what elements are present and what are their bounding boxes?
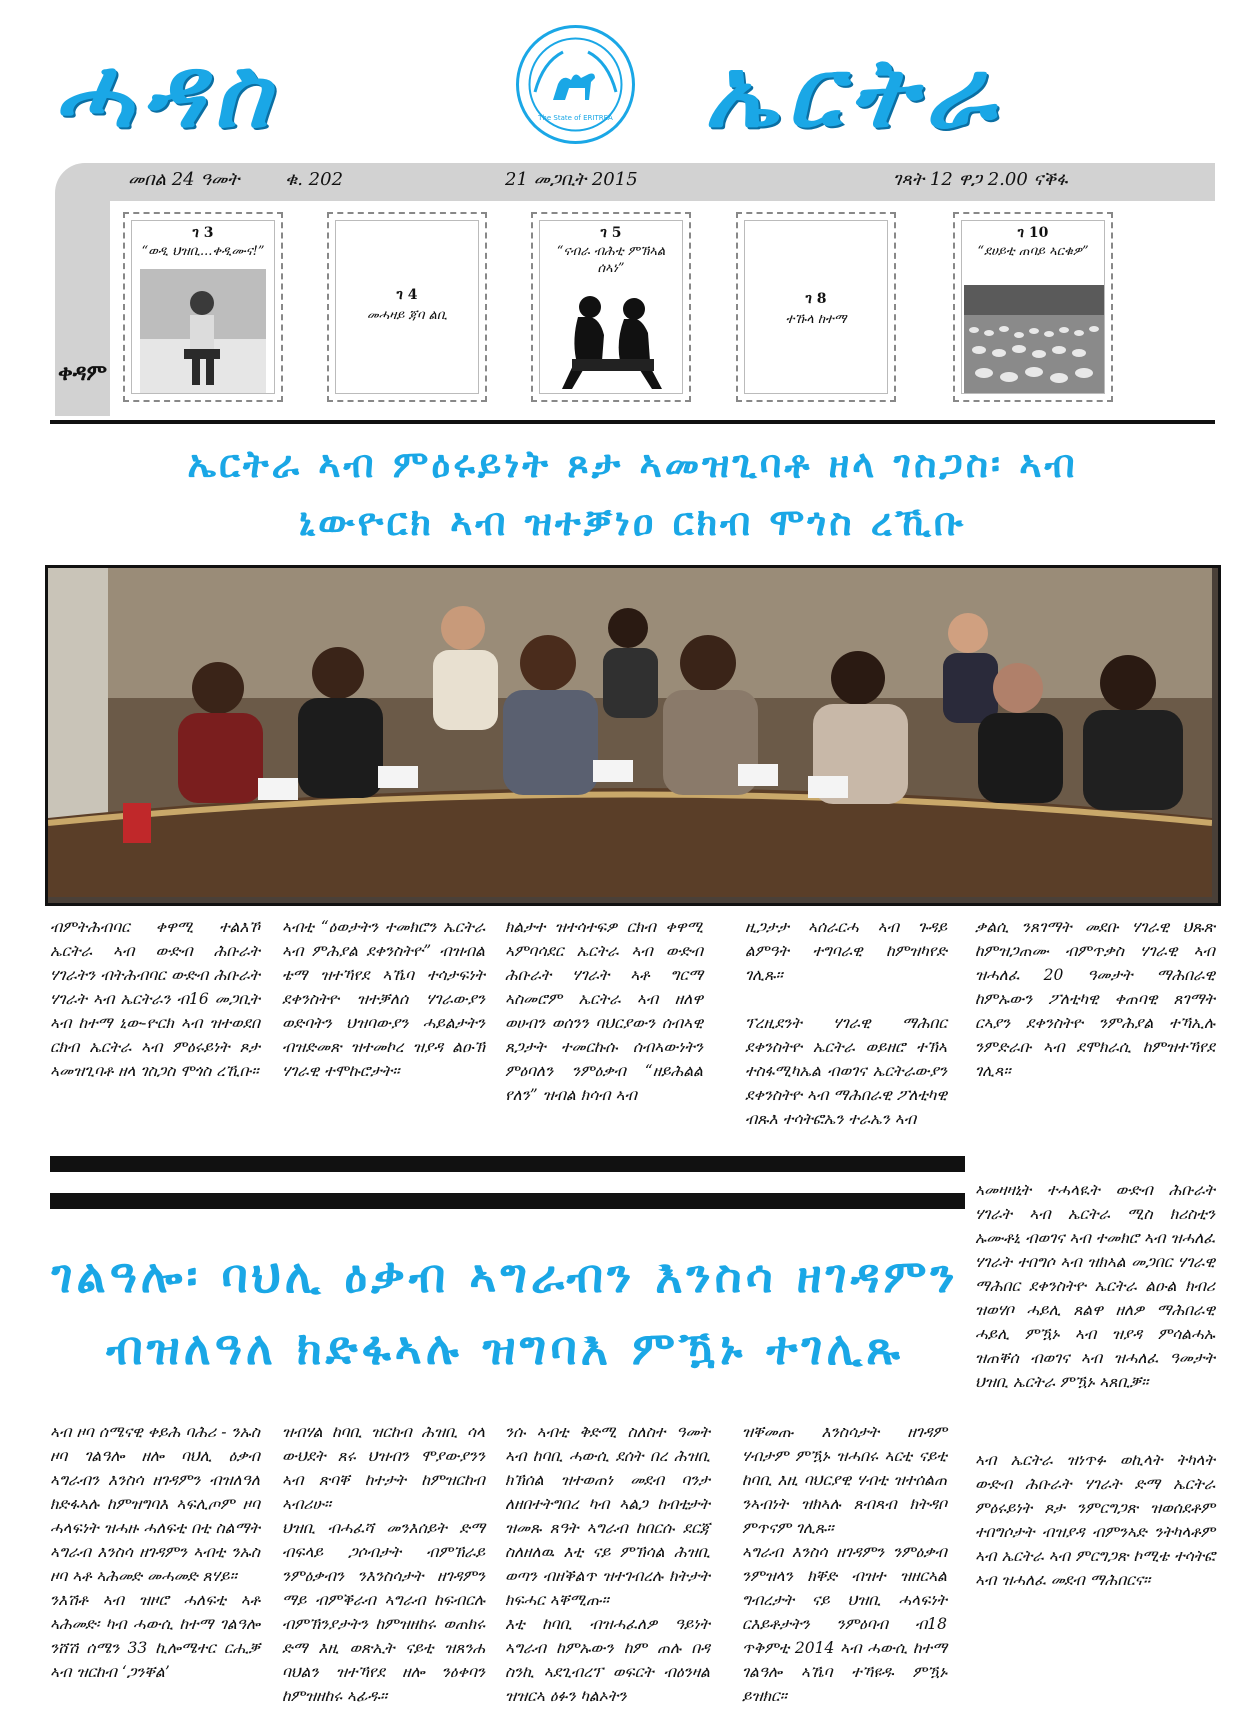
story1-column-6: ኣመዛዛኒት ተሓላዪት ውድብ ሕቡራት ሃገራት ኣብ ኤርትራ ሚስ ክሪስቲን ኡሙቶኒ ብወገና ኣብ ተመክሮ ኣብ ዝሓለፈ ሃገራት ተበግሶ ኣብ ዝክኣል መጋበር ሃገራዊ ማሕበር ደቀንስትዮ ኤርትራ ልዑል ክብሪ ዝወሃቦ ሓይሊ ጸልዋ ዘለዎ ማሕበራዊ ሓይሊ ምዃኑ ኣብ ዝያዳ ምሳልሓኡ ዝጠቐሰ ብወገና ኣብ ዝሓለፈ ዓመታት ህዝቢ ኤርትራ ምዃኑ ኣጸቢቓ።	[975, 1181, 1215, 1391]
teaser-title: “ናብራ ብሕቲ ምኽኣል ሰኣነ”	[556, 244, 666, 276]
volume-label: መበል 24 ዓመት	[128, 169, 240, 190]
story2-headline-line1: ገልዓሎ፡ ባህሊ ዕቃብ ኣግራብን እንስሳ ዘገዳምን	[51, 1249, 959, 1303]
masthead-title-right: ኤርትራ	[705, 36, 1005, 149]
teaser-page-number: ገ 5	[600, 225, 622, 241]
story2-headline	[50, 1240, 960, 1384]
section-divider-bar	[50, 1193, 965, 1209]
teaser-page-10[interactable]	[953, 212, 1113, 402]
masthead-title-left: ሓዳስ	[55, 36, 280, 149]
pages-price: ገጻት 12 ዋጋ 2.00 ናቕፋ	[893, 169, 1068, 190]
teaser-title: “ወዲ ህዝቢ...ቀዲሙና!”	[141, 244, 265, 259]
meeting-photo	[45, 565, 1221, 906]
section-divider-bar	[50, 1156, 965, 1172]
patient-photo-icon	[140, 269, 266, 393]
story1-column-3: ክልታተ ዝተሳተፍዎ ርክብ ቀዋሚ ኣምባሳደር ኤርትራ ኣብ ውድብ ሕቡራት ሃገራት ኣቶ ግርማ ኣስመሮም ኤርትራ ኣብ ዘለዋ ወሀብን ወሰንን ባህርያውን ሰብኣዊ ጸጋታት ተመርኩሱ ሰብኣውነትን ምዕባለን ንምዕቃብ “ዘይሕልል የለን” ዝብል ክሳብ ኣብ	[505, 918, 703, 1104]
story2-headline-line2: ብዝለዓለ ክድፋኣሉ ዝግባእ ምዃኑ ተገሊጹ	[106, 1321, 904, 1375]
conference-room-photo-icon	[48, 568, 1212, 897]
story1-headline-line1: ኤርትራ ኣብ ምዕሩይነት ጾታ ኣመዝጊባቶ ዘላ ገስጋስ፡ ኣብ	[187, 441, 1078, 486]
story1-column-1: ብምትሕብባር ቀዋሚ ተልእኾ ኤርትራ ኣብ ውድብ ሕቡራት ሃገራትን ብትሕብባር ውድብ ሕቡራት ሃገራት ኣብ ኤርትራን ብ16 መጋቢት ኣብ ከተማ ኒው-ዮርክ ኣብ ዝተወደበ ርክብ ኤርትራ ኣብ ምዕሩይነት ጾታ ኣመዝጊባቶ ዘላ ገስጋስ ሞጎስ ረኺቡ።	[50, 918, 260, 1080]
issue-date: 21 መጋቢት 2015	[505, 169, 638, 190]
story1-headline-line2: ኒውዮርክ ኣብ ዝተቓነዐ ርክብ ሞጎስ ረኺቡ	[298, 499, 967, 544]
teaser-page-number: ገ 10	[1017, 225, 1049, 241]
teaser-page-number: ገ 4	[396, 287, 418, 303]
masthead	[45, 8, 1220, 158]
story2-column-3: ንሱ ኣብቲ ቅድሚ ስለስተ ዓመት ኣብ ከባቢ ሓውሲ ደሰት በረ ሕዝቢ ክኽሰል ዝተወጠነ መደብ ባንታ ለዘበተትግበረ ካብ ኣልጋ ከብቲታት ዝመጹ ጸዓት ኣግራብ ከበርሱ ደርጃ ስለዘለዉ እቲ ናይ ምኽሳል ሕዝቢ ወጣን ብዘቕልጥ ዝተገብረሉ ክትታት ክፍሓር ኣቐሚጡ። እቲ ከባቢ ብዝሓፈለዎ ዓይነት ኣግራብ ከምኡውን ከም ጠሉ በዳ ስንኪ ኣደጊብረፕ ወፍርት ብዕንዛል ዝዝርኣ ዕፉን ካልኦትን	[505, 1423, 710, 1705]
story1-headline	[50, 435, 1215, 551]
front-page-label: ቀዳም	[58, 360, 108, 386]
teaser-title: መሓዛይ ጃባ ልቢ	[366, 308, 448, 323]
story2-column-1: ኣብ ዞባ ሰሜናዊ ቀይሕ ባሕሪ - ንኡስ ዞባ ገልዓሎ ዘሎ ባህሊ ዕቃብ ኣግራብን እንስሳ ዘገዳምን ብዝለዓለ ክድፋኣሉ ከምዝግባእ ኣፍሊጦም ዞባ ሓላፍነት ዝሓዙ ሓለፍቲ በቲ ስልማት ኣግራብ እንስሳ ዘገዳምን ኣብቲ ንኡስ ዞባ ኣቶ ኣሕመድ መሓመድ ጸሃይ። ንእሽቶ ኣብ ዝዞሮ ሓለፍቲ ኣቶ ኣሕመድ፡ ካብ ሓውሲ ከተማ ገልዓሎ ንሸሽ ሰሜን 33 ኪሎሜተር ርሒቓ ኣብ ዝርከብ ‘ጋንቐል’	[50, 1423, 260, 1681]
teaser-page-4[interactable]	[327, 212, 487, 402]
teaser-page-3[interactable]	[123, 212, 283, 402]
story1-column-4: ዚጋታታ ኣሰራርሓ ኣብ ጉዳይ ልምዓት ተግባራዊ ከምዝካየድ ገሊጹ። ፕረዚደንት ሃገራዊ ማሕበር ደቀንስትዮ ኤርትራ ወይዘሮ ተኽኣ ተስፋሚካኤል ብወገና ኤርትራውያን ደቀንስትዮ ኣብ ማሕበራዊ ፖለቲካዊ ብጹእ ተሳትፎኤን ተራኤን ኣብ	[745, 918, 947, 1128]
teaser-page-number: ገ 8	[805, 291, 827, 307]
teaser-page-5[interactable]	[531, 212, 691, 402]
story2-column-2: ዝብሃል ከባቢ ዝርከብ ሕዝቢ ሳላ ውህደት ጸሩ ህዝብን ሞያውያንን ኣብ ጽባቐ ከተታት ከምዝርከብ ኣብሪሁ። ህዝቢ ብሓፈሻ መንእሰይት ድማ ብፍላይ ጋሶብታት ብምኽራይ ንምዕቃብን ንእንስሳታት ዘገዳምን ማይ ብምቕራብ ኣግራብ ከፍብርሉ ብምኽንያታትን ከምዝዘከሩ ወጠክሩ ድማ እዚ ወጽኢት ናይቲ ዝጸንሐ ባህልን ዝተኻየደ ዘሎ ንዕቀባን ከምዝዘከሩ ኣፊዱ።	[282, 1423, 485, 1705]
teaser-page-number: ገ 3	[192, 225, 214, 241]
teaser-title: “ደሀይቲ ጠባይ ኣርቁዎ”	[977, 244, 1089, 259]
story2-column-4: ዝቐመጡ እንስሳታት ዘገዳም ሃብታም ምዃኑ ዝሓበሩ ኣርቲ ናይቲ ከባቢ እዚ ባህርያዊ ሃብቲ ዝተሰልጠ ንኣብነት ዝክኣሉ ጸብጻብ ክትዳቦ ምጥናም ገሊጹ። ኣግራብ እንስሳ ዘገዳምን ንምዕቃብ ንምዝላን ክቐድ ብዝተ ዝዘርኣል ግብረታት ናይ ህዝቢ ሓላፍነት ርእይቶታትን ንምዕባብ ብ18 ጥቅምቲ 2014 ኣብ ሓውሲ ከተማ ገልዓሎ ኣኼባ ተኻዩዱ ምዃኑ ይዝክር።	[742, 1423, 947, 1705]
emblem-caption: The State of ERITREA	[538, 114, 613, 122]
story1-column-5: ቃልሲ ንጸገማት መደቡ ሃገራዊ ህጹጽ ከምዝጋጠሙ ብምጥቃስ ሃገራዊ ኣብ ዝሓለፈ 20 ዓመታት ማሕበራዊ ከምኡውን ፖለቲካዊ ቀጠባዊ ጸገማት ርኣያን ደቀንስትዮ ንምሕያል ተኻኢሉ ንምድራቡ ኣብ ደሞክራሲ ከምዝተኻየደ ገሊጻ።	[975, 918, 1215, 1080]
issue-number: ቁ. 202	[285, 169, 344, 190]
poultry-farm-photo-icon	[964, 285, 1104, 393]
teaser-page-8[interactable]	[736, 212, 896, 402]
story1-column-2: ኣብቲ “ዕወታትን ተመክሮን ኤርትራ ኣብ ምሕያል ደቀንስትዮ” ብዝብል ቴማ ዝተኻየደ ኣኼባ ተሳታፍነት ደቀንስትዮ ዝተቓለሰ ሃገራውያን ወድባትን ህዝባውያን ሓይልታትን ብዝድመጽ ዝተመኮረ ዝያዳ ልዑኽ ሃገራዊ ተሞኩሮታት።	[282, 918, 485, 1080]
teaser-title: ተኹላ ከተማ	[785, 312, 847, 327]
story1-column-7: ኣብ ኤርትራ ዝነጥፉ ወኪላት ትካላት ውድብ ሕቡራት ሃገራት ድማ ኤርትራ ምዕሩይነት ጾታ ንምርግጋጽ ዝወሰደቶም ተበግሶታት ብዝያዳ ብምንኣድ ንትካላቶም ኣብ ኤርትራ ኣብ ምርግጋጽ ኮሚቴ ተሳትፎ ኣብ ዝሓለፈ መደብ ማሕበርና።	[975, 1451, 1215, 1589]
state-emblem-icon	[513, 22, 638, 147]
section-rule	[50, 420, 1215, 424]
sad-couple-silhouette-icon	[542, 289, 682, 393]
issue-info-bar	[55, 163, 1215, 201]
